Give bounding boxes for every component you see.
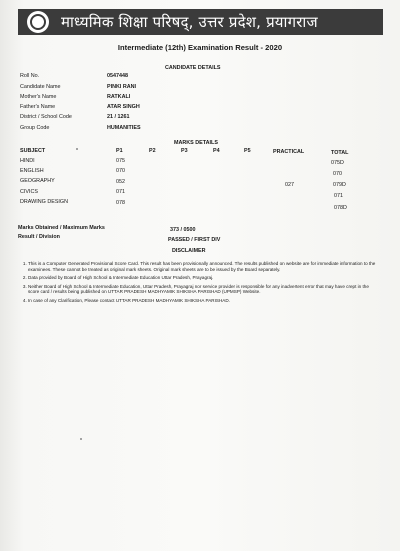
p1-mark: 075: [116, 158, 125, 164]
p3-header: P3: [181, 148, 188, 154]
p2-header: P2: [149, 148, 156, 154]
subject-name: GEOGRAPHY: [20, 178, 55, 184]
disclaimer-item: 3. Neither Board of High School & Intermediate Education, Uttar Pradesh, Prayagraj nor service provider is responsible for any inadvertent error that may have crept in the score card / results being published on UTTAR PRADESH MADHYAMIK SHIKSHA PARISHAD (UPMSP) Website.: [28, 284, 380, 295]
father-name-label: Father's Name: [20, 104, 56, 110]
p1-mark: 071: [116, 189, 125, 195]
result-division-label: Result / Division: [18, 234, 60, 240]
p1-mark: 052: [116, 179, 125, 185]
group-code-value: HUMANITIES: [107, 125, 141, 131]
subject-name: HINDI: [20, 158, 35, 164]
district-school-value: 21 / 1261: [107, 114, 130, 120]
total-mark: 079D: [333, 182, 346, 188]
p1-mark: 078: [116, 200, 125, 206]
disclaimer-item: 2. Data provided by Board of High School & Intermediate Education Uttar Pradesh, Prayagraj.: [28, 275, 380, 281]
p1-mark: 070: [116, 168, 125, 174]
total-mark: 070: [333, 171, 342, 177]
practical-mark: 027: [285, 182, 294, 188]
marks-obtained-value: 373 / 0500: [170, 227, 196, 233]
disclaimer-item: 1. This is a Computer Generated Provisional Score Card. This result has been provisionally announced. The results published on website are for immediate information to the examinees. These cannot be treated as original mark sheets. Original mark sheets are to be issued by the Board separately.: [28, 261, 380, 272]
total-mark: 078D: [334, 205, 347, 211]
total-header: TOTAL: [331, 150, 349, 156]
disclaimer-title: DISCLAIMER: [172, 248, 206, 254]
subject-name: DRAWING DESIGN: [20, 199, 69, 205]
roll-no-value: 0547448: [107, 73, 128, 79]
candidate-section-title: CANDIDATE DETAILS: [165, 65, 221, 71]
marks-obtained-label: Marks Obtained / Maximum Marks: [18, 225, 105, 231]
subject-header: SUBJECT: [20, 148, 46, 154]
total-mark: 071: [334, 193, 343, 199]
father-name-value: ATAR SINGH: [107, 104, 140, 110]
candidate-name-label: Candidate Name: [20, 84, 61, 90]
roll-no-label: Roll No.: [20, 73, 40, 79]
exam-title: Intermediate (12th) Examination Result - 2020: [117, 43, 283, 52]
disclaimer-list: [18, 261, 380, 307]
group-code-label: Group Code: [20, 125, 50, 131]
disclaimer-item: 4. In case of any Clarification, Please contact UTTAR PRADESH MADHYAMIK SHIKSHA PARISHAD.: [28, 298, 380, 304]
result-division-value: PASSED / FIRST DIV: [168, 237, 221, 243]
candidate-name-value: PINKI RANI: [107, 84, 137, 90]
practical-header: PRACTICAL: [273, 149, 305, 155]
total-mark: 075D: [331, 160, 344, 166]
p4-header: P4: [213, 148, 220, 154]
p5-header: P5: [244, 148, 251, 154]
marks-section-title: MARKS DETAILS: [174, 140, 218, 146]
p1-header: P1: [116, 148, 123, 154]
board-logo: [27, 11, 49, 33]
subject-name: CIVICS: [20, 189, 38, 195]
subject-name: ENGLISH: [20, 168, 44, 174]
header-banner: [18, 9, 383, 35]
mother-name-value: RATKALI: [107, 94, 131, 100]
mother-name-label: Mother's Name: [20, 94, 57, 100]
header-title: माध्यमिक शिक्षा परिषद्, उत्तर प्रदेश, प्रयागराज: [61, 13, 318, 31]
ink-dot: [76, 148, 78, 150]
district-school-label: District / School Code: [20, 114, 72, 120]
ink-dot: [80, 438, 82, 440]
